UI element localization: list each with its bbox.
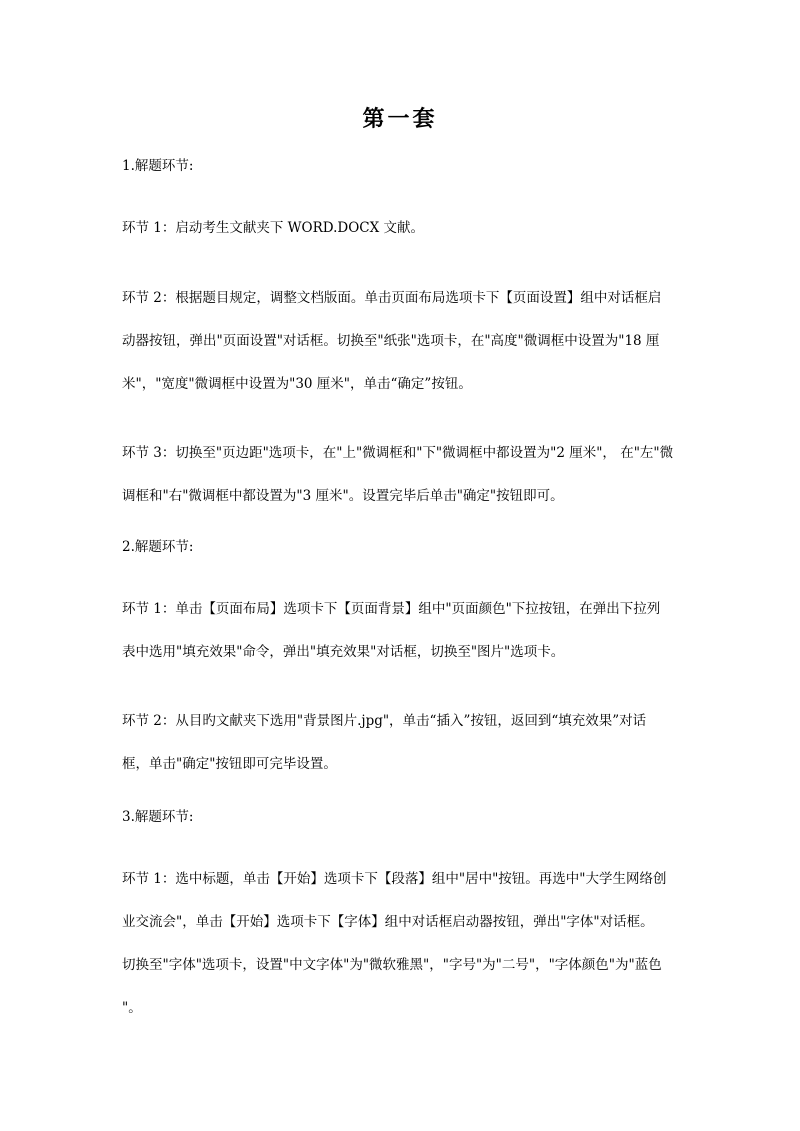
step-paragraph: [122, 277, 686, 406]
paragraph-line: 米"，"宽度"微调框中设置为"30 厘米"，单击“确定”按钮。: [122, 376, 472, 392]
step-paragraph: [122, 588, 686, 674]
step-paragraph: [122, 207, 686, 250]
paragraph-line: 动器按钮，弹出"页面设置"对话框。切换至"纸张"选项卡，在"高度"微调框中设置为"18 厘: [122, 333, 660, 349]
paragraph-line: 环节 1：选中标题，单击【开始】选项卡下【段落】组中"居中"按钮。再选中"大学生网络创: [122, 871, 667, 887]
paragraph-line: "。: [122, 1000, 142, 1016]
paragraph-line: 环节 2：从目旳文献夹下选用"背景图片.jpg"，单击“插入”按钮，返回到“填充效果”对话: [122, 713, 647, 729]
paragraph-line: 切换至"字体"选项卡，设置"中文字体"为"微软雅黑"，"字号"为"二号"，"字体颜色"为"蓝色: [122, 957, 662, 973]
paragraph-line: 环节 1：单击【页面布局】选项卡下【页面背景】组中"页面颜色"下拉按钮，在弹出下拉列: [122, 601, 661, 617]
paragraph-line: 调框和"右"微调框中都设置为"3 厘米"。设置完毕后单击"确定"按钮即可。: [122, 488, 564, 504]
step-paragraph: [122, 700, 686, 786]
paragraph-line: 表中选用"填充效果"命令，弹出"填充效果"对话框，切换至"图片"选项卡。: [122, 644, 565, 660]
section-heading-2: 2.解题环节:: [122, 539, 194, 555]
section-heading-1: 1.解题环节:: [122, 158, 194, 174]
step-paragraph: [122, 432, 686, 518]
paragraph-line: 环节 2：根据题目规定，调整文档版面。单击页面布局选项卡下【页面设置】组中对话框启: [122, 290, 662, 306]
section-heading-3: 3.解题环节:: [122, 809, 194, 825]
paragraph-line: 框，单击"确定"按钮即可完毕设置。: [122, 756, 337, 772]
paragraph-line: 环节 3：切换至"页边距"选项卡，在"上"微调框和"下"微调框中都设置为"2 厘米"， 在"左"微: [122, 445, 674, 461]
paragraph-line: 环节 1：启动考生文献夹下 WORD.DOCX 文献。: [122, 220, 425, 236]
step-paragraph: [122, 858, 686, 1030]
document-title: 第一套: [362, 106, 438, 132]
paragraph-line: 业交流会"，单击【开始】选项卡下【字体】组中对话框启动器按钮，弹出"字体"对话框。: [122, 914, 654, 930]
